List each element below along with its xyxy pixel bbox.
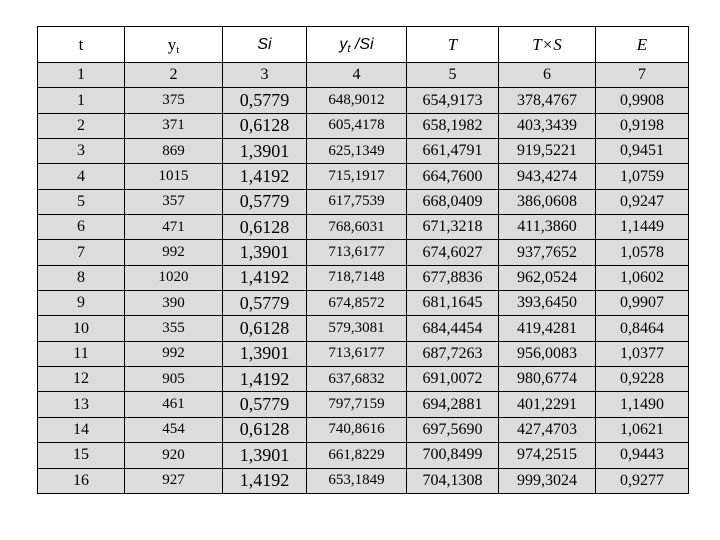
cell-trend: 5	[407, 63, 499, 88]
cell-trend: 694,2881	[407, 392, 499, 417]
cell-trend: 668,0409	[407, 189, 499, 214]
cell-error: 0,9228	[596, 367, 689, 392]
cell-yt-over-si: 715,1917	[307, 164, 407, 189]
header-cell-si: Si	[223, 27, 307, 63]
cell-error: 1,1449	[596, 215, 689, 240]
header-cell-yt: $y_t$	[125, 27, 223, 63]
cell-trend: 664,7600	[407, 164, 499, 189]
cell-si: 1,4192	[223, 468, 307, 493]
cell-t-times-s: 401,2291	[499, 392, 596, 417]
cell-trend: 661,4791	[407, 139, 499, 164]
cell-si: 1,3901	[223, 443, 307, 468]
cell-error: 0,9247	[596, 189, 689, 214]
cell-si: 0,6128	[223, 215, 307, 240]
cell-yt-over-si: 674,8572	[307, 291, 407, 316]
cell-trend: 687,7263	[407, 341, 499, 366]
cell-trend: 674,6027	[407, 240, 499, 265]
cell-t-times-s: 919,5221	[499, 139, 596, 164]
cell-trend: 658,1982	[407, 113, 499, 138]
cell-error: 0,9277	[596, 468, 689, 493]
cell-error: 1,0621	[596, 417, 689, 442]
cell-si: 0,5779	[223, 291, 307, 316]
table-row	[38, 367, 689, 392]
cell-trend: 654,9173	[407, 88, 499, 113]
cell-t-times-s: 386,0608	[499, 189, 596, 214]
header-cell-yt-over-si: $y_t$ /Si	[307, 27, 407, 63]
cell-yt-over-si: 605,4178	[307, 113, 407, 138]
table-row	[38, 164, 689, 189]
cell-t: 7	[38, 240, 125, 265]
cell-t-times-s: 403,3439	[499, 113, 596, 138]
cell-yt: 992	[125, 341, 223, 366]
cell-t: 1	[38, 63, 125, 88]
cell-yt-over-si: 637,6832	[307, 367, 407, 392]
cell-t-times-s: 6	[499, 63, 596, 88]
cell-yt-over-si: 653,1849	[307, 468, 407, 493]
cell-t: 10	[38, 316, 125, 341]
cell-error: 1,1490	[596, 392, 689, 417]
cell-trend: 684,4454	[407, 316, 499, 341]
cell-t: 16	[38, 468, 125, 493]
cell-yt: 927	[125, 468, 223, 493]
cell-t: 14	[38, 417, 125, 442]
cell-si: 1,3901	[223, 240, 307, 265]
cell-t-times-s: 427,4703	[499, 417, 596, 442]
cell-t: 4	[38, 164, 125, 189]
header-cell-error: E	[596, 27, 689, 63]
cell-t-times-s: 956,0083	[499, 341, 596, 366]
cell-si: 0,5779	[223, 189, 307, 214]
table-row	[38, 392, 689, 417]
table-row	[38, 63, 689, 88]
cell-si: 0,5779	[223, 392, 307, 417]
table-row	[38, 240, 689, 265]
cell-error: 1,0759	[596, 164, 689, 189]
cell-t-times-s: 943,4274	[499, 164, 596, 189]
cell-error: 0,9908	[596, 88, 689, 113]
cell-si: 1,3901	[223, 341, 307, 366]
header-row	[38, 27, 689, 63]
cell-t-times-s: 393,6450	[499, 291, 596, 316]
cell-error: 1,0602	[596, 265, 689, 290]
cell-trend: 700,8499	[407, 443, 499, 468]
cell-yt: 357	[125, 189, 223, 214]
cell-yt: 869	[125, 139, 223, 164]
cell-yt-over-si: 625,1349	[307, 139, 407, 164]
cell-yt: 355	[125, 316, 223, 341]
cell-error: 7	[596, 63, 689, 88]
cell-yt: 992	[125, 240, 223, 265]
cell-yt: 1020	[125, 265, 223, 290]
header-cell-t-times-s: T×S	[499, 27, 596, 63]
data-table	[37, 26, 689, 494]
cell-t: 12	[38, 367, 125, 392]
cell-yt: 390	[125, 291, 223, 316]
cell-si: 0,6128	[223, 417, 307, 442]
table-row	[38, 88, 689, 113]
cell-yt: 1015	[125, 164, 223, 189]
cell-error: 1,0578	[596, 240, 689, 265]
cell-si: 1,4192	[223, 367, 307, 392]
header-cell-t: t	[38, 27, 125, 63]
cell-t: 11	[38, 341, 125, 366]
cell-trend: 704,1308	[407, 468, 499, 493]
cell-si: 1,4192	[223, 164, 307, 189]
cell-yt: 375	[125, 88, 223, 113]
cell-trend: 681,1645	[407, 291, 499, 316]
cell-t: 9	[38, 291, 125, 316]
cell-t-times-s: 999,3024	[499, 468, 596, 493]
table-row	[38, 291, 689, 316]
cell-t-times-s: 962,0524	[499, 265, 596, 290]
cell-t: 15	[38, 443, 125, 468]
cell-yt: 920	[125, 443, 223, 468]
cell-error: 0,8464	[596, 316, 689, 341]
cell-t: 2	[38, 113, 125, 138]
cell-t-times-s: 411,3860	[499, 215, 596, 240]
cell-t: 6	[38, 215, 125, 240]
cell-yt-over-si: 4	[307, 63, 407, 88]
table-header	[38, 27, 689, 63]
cell-error: 1,0377	[596, 341, 689, 366]
table-row	[38, 417, 689, 442]
cell-trend: 671,3218	[407, 215, 499, 240]
cell-error: 0,9198	[596, 113, 689, 138]
cell-t: 13	[38, 392, 125, 417]
cell-trend: 697,5690	[407, 417, 499, 442]
table-row	[38, 139, 689, 164]
table-row	[38, 265, 689, 290]
cell-yt: 461	[125, 392, 223, 417]
cell-error: 0,9451	[596, 139, 689, 164]
cell-si: 1,4192	[223, 265, 307, 290]
cell-yt-over-si: 713,6177	[307, 341, 407, 366]
table-body	[38, 63, 689, 494]
cell-yt-over-si: 768,6031	[307, 215, 407, 240]
cell-yt-over-si: 579,3081	[307, 316, 407, 341]
cell-yt-over-si: 648,9012	[307, 88, 407, 113]
cell-yt-over-si: 797,7159	[307, 392, 407, 417]
cell-yt: 471	[125, 215, 223, 240]
table-row	[38, 113, 689, 138]
table-row	[38, 189, 689, 214]
cell-yt: 2	[125, 63, 223, 88]
cell-t-times-s: 974,2515	[499, 443, 596, 468]
cell-si: 0,5779	[223, 88, 307, 113]
cell-t-times-s: 378,4767	[499, 88, 596, 113]
cell-t: 1	[38, 88, 125, 113]
table-row	[38, 316, 689, 341]
cell-yt: 454	[125, 417, 223, 442]
cell-yt-over-si: 661,8229	[307, 443, 407, 468]
table-row	[38, 215, 689, 240]
cell-error: 0,9443	[596, 443, 689, 468]
header-cell-trend: T	[407, 27, 499, 63]
cell-yt-over-si: 740,8616	[307, 417, 407, 442]
cell-si: 0,6128	[223, 316, 307, 341]
cell-t: 8	[38, 265, 125, 290]
cell-t-times-s: 419,4281	[499, 316, 596, 341]
cell-trend: 677,8836	[407, 265, 499, 290]
cell-t-times-s: 980,6774	[499, 367, 596, 392]
cell-yt: 905	[125, 367, 223, 392]
cell-t: 5	[38, 189, 125, 214]
cell-si: 3	[223, 63, 307, 88]
cell-trend: 691,0072	[407, 367, 499, 392]
cell-yt: 371	[125, 113, 223, 138]
cell-yt-over-si: 713,6177	[307, 240, 407, 265]
cell-si: 0,6128	[223, 113, 307, 138]
cell-yt-over-si: 718,7148	[307, 265, 407, 290]
cell-t: 3	[38, 139, 125, 164]
cell-yt-over-si: 617,7539	[307, 189, 407, 214]
cell-si: 1,3901	[223, 139, 307, 164]
table-row	[38, 443, 689, 468]
table-row	[38, 468, 689, 493]
cell-t-times-s: 937,7652	[499, 240, 596, 265]
cell-error: 0,9907	[596, 291, 689, 316]
table-row	[38, 341, 689, 366]
